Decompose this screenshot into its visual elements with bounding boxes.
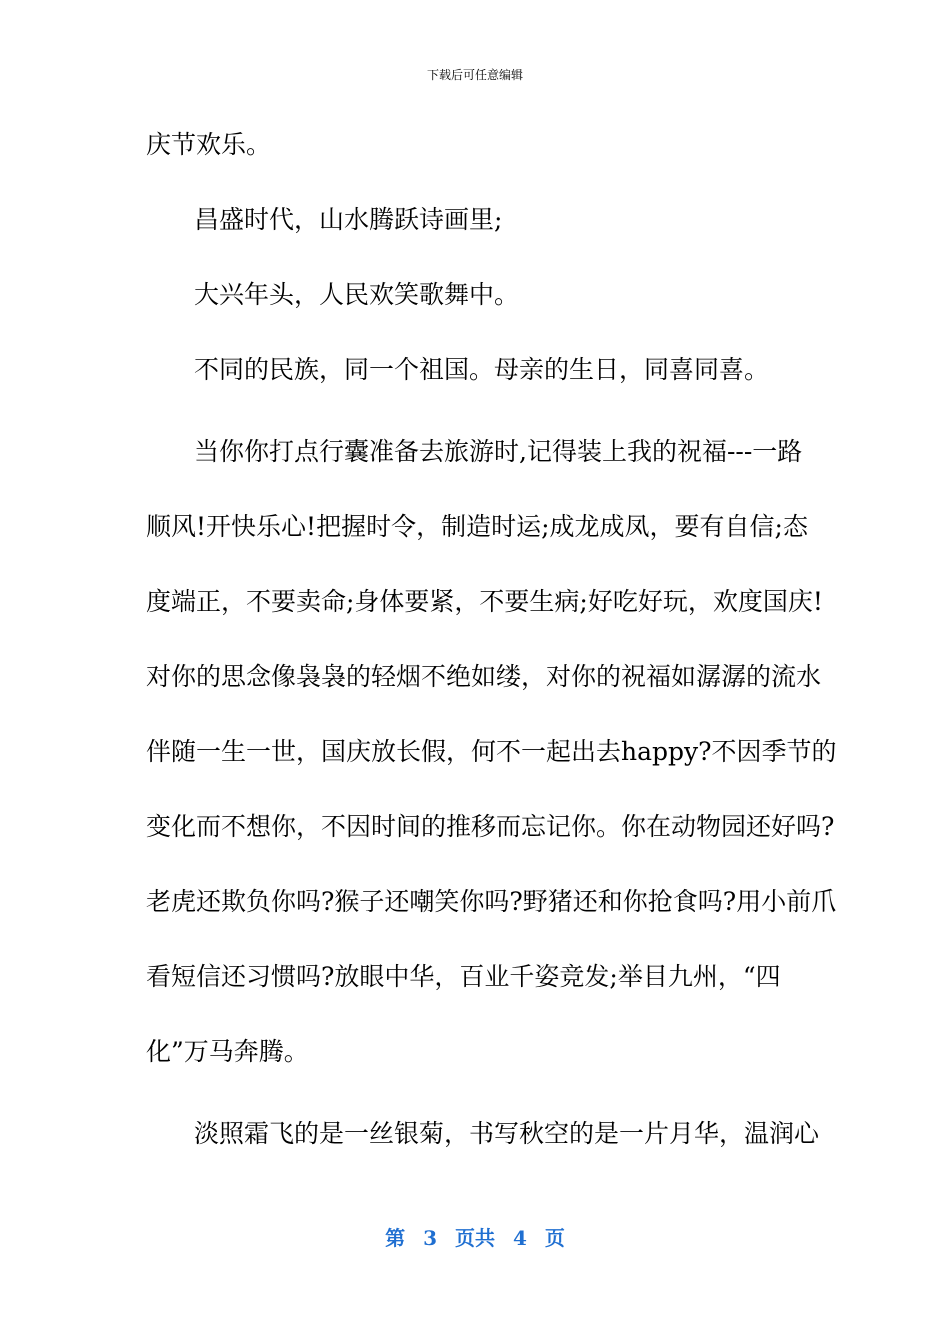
footer-middle: 页共 — [455, 1226, 495, 1250]
text-line: 老虎还欺负你吗?猴子还嘲笑你吗?野猪还和你抢食吗?用小前爪 — [146, 887, 837, 916]
text-line: 淡照霜飞的是一丝银菊，书写秋空的是一片月华，温润心 — [194, 1119, 820, 1148]
footer-suffix: 页 — [544, 1226, 565, 1250]
text-line: 不同的民族，同一个祖国。母亲的生日，同喜同喜。 — [194, 355, 770, 384]
total-pages-number: 4 — [513, 1226, 527, 1250]
footer-prefix: 第 — [385, 1226, 406, 1250]
text-line: 庆节欢乐。 — [146, 130, 272, 159]
text-line: 顺风!开快乐心!把握时令，制造时运;成龙成凤，要有自信;态 — [146, 512, 808, 541]
text-line: 变化而不想你，不因时间的推移而忘记你。你在动物园还好吗? — [146, 812, 835, 841]
text-line: 伴随一生一世，国庆放长假，何不一起出去happy?不因季节的 — [146, 737, 837, 766]
text-line: 对你的思念像袅袅的轻烟不绝如缕，对你的祝福如潺潺的流水 — [146, 662, 822, 691]
text-line: 大兴年头，人民欢笑歌舞中。 — [194, 280, 520, 309]
page-footer — [0, 1224, 950, 1252]
document-body — [146, 118, 837, 1182]
page-header: 下载后可任意编辑 — [426, 68, 523, 82]
current-page-number: 3 — [423, 1226, 437, 1250]
text-line: 化”万马奔腾。 — [146, 1037, 309, 1066]
text-line: 看短信还习惯吗?放眼中华，百业千姿竞发;举目九州，“四 — [146, 962, 781, 991]
text-line: 度端正，不要卖命;身体要紧，不要生病;好吃好玩，欢度国庆! — [146, 587, 823, 616]
text-line: 当你你打点行囊准备去旅游时,记得装上我的祝福---一路 — [194, 437, 803, 466]
text-line: 昌盛时代，山水腾跃诗画里; — [194, 205, 503, 234]
